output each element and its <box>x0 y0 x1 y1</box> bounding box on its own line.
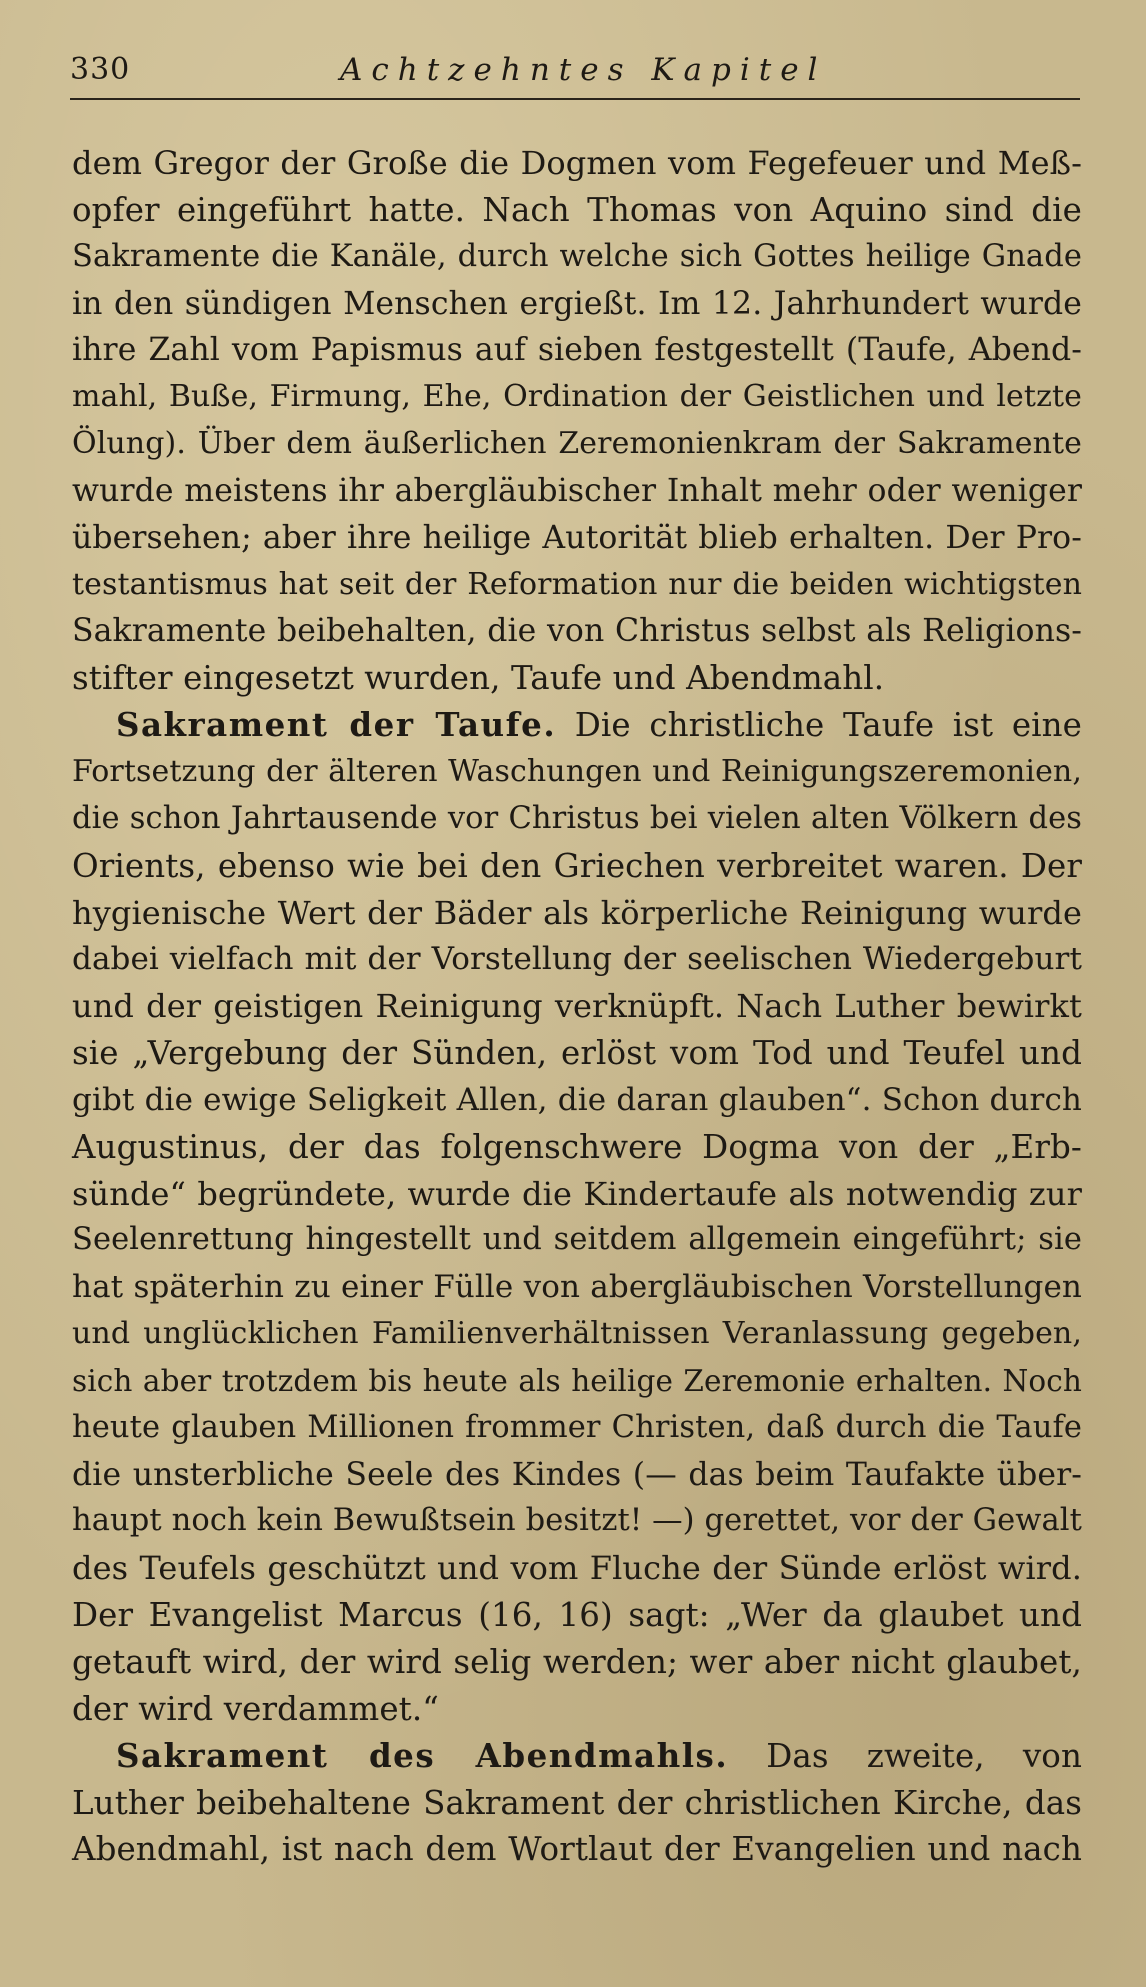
text-line: in den sündigen Menschen ergießt. Im 12. Jahrhundert wurde <box>72 285 1082 322</box>
section-heading-abendmahl: Sakrament des Abendmahls. <box>116 1735 729 1775</box>
section-heading-taufe: Sakrament der Taufe. <box>116 705 557 745</box>
page-number: 330 <box>70 52 131 87</box>
text-line: heute glauben Millionen frommer Christen, daß durch die Taufe <box>72 1409 1082 1445</box>
text-line: hygienische Wert der Bäder als körperliche Reinigung wurde <box>72 893 1082 932</box>
text-line: hat späterhin zu einer Fülle von abergläubischen Vorstellungen <box>72 1269 1082 1306</box>
text-line: stifter eingesetzt wurden, Taufe und Abendmahl. <box>72 659 885 698</box>
text-line: sünde“ begründete, wurde die Kindertaufe als notwendig zur <box>72 1174 1082 1213</box>
text-line: wurde meistens ihr abergläubischer Inhalt mehr oder weniger <box>72 472 1082 509</box>
text-line: Sakramente die Kanäle, durch welche sich Gottes heilige Gnade <box>72 238 1082 274</box>
text-line: und der geistigen Reinigung verknüpft. Nach Luther bewirkt <box>72 987 1082 1026</box>
section-first-line <box>72 1733 1082 1780</box>
text-line: Ölung). Über dem äußerlichen Zeremonienkram der Sakramente <box>72 426 1082 462</box>
text-line: übersehen; aber ihre heilige Autorität blieb erhalten. Der Pro- <box>72 519 1082 556</box>
text-line: und unglücklichen Familienverhältnissen Veranlassung gegeben, <box>72 1316 1082 1352</box>
text-line: des Teufels geschützt und vom Fluche der Sünde erlöst wird. <box>72 1549 1082 1588</box>
text-line: ihre Zahl vom Papismus auf sieben festgestellt (Taufe, Abend- <box>72 332 1082 369</box>
section-first-line-text: Die christliche Taufe ist eine <box>556 706 1083 745</box>
text-line: Luther beibehaltene Sakrament der christlichen Kirche, das <box>72 1783 1082 1822</box>
chapter-title: Achtzehntes Kapitel <box>340 52 827 88</box>
text-line: mahl, Buße, Firmung, Ehe, Ordination der Geistlichen und letzte <box>72 379 1082 415</box>
text-line: dem Gregor der Große die Dogmen vom Fegefeuer und Meß- <box>72 144 1082 182</box>
text-line: Orients, ebenso wie bei den Griechen verbreitet waren. Der <box>72 846 1082 885</box>
text-line: sich aber trotzdem bis heute als heilige Zeremonie erhalten. Noch <box>72 1363 1082 1398</box>
text-line: der wird verdammet.“ <box>72 1689 439 1728</box>
text-line: die unsterbliche Seele des Kindes (— das beim Taufakte über- <box>72 1456 1082 1493</box>
section-first-line <box>72 702 1082 749</box>
body-text <box>72 140 1082 1873</box>
text-line: getauft wird, der wird selig werden; wer aber nicht glaubet, <box>72 1643 1082 1681</box>
text-line: testantismus hat seit der Reformation nur die beiden wichtigsten <box>72 566 1082 602</box>
text-line: dabei vielfach mit der Vorstellung der seelischen Wiedergeburt <box>72 941 1082 978</box>
text-line: Abendmahl, ist nach dem Wortlaut der Evangelien und nach <box>72 1830 1082 1869</box>
text-line: opfer eingeführt hatte. Nach Thomas von Aquino sind die <box>72 190 1082 229</box>
text-line: Seelenrettung hingestellt und seitdem allgemein eingeführt; sie <box>72 1222 1082 1258</box>
text-line: gibt die ewige Seligkeit Allen, die daran glauben“. Schon durch <box>72 1081 1082 1118</box>
text-line: Fortsetzung der älteren Waschungen und Reinigungszeremonien, <box>72 753 1082 789</box>
text-line: sie „Vergebung der Sünden, erlöst vom Tod und Teufel und <box>72 1034 1082 1073</box>
text-line: haupt noch kein Bewußtsein besitzt! —) gerettet, vor der Gewalt <box>72 1503 1082 1539</box>
text-line: Der Evangelist Marcus (16, 16) sagt: „Wer da glaubet und <box>72 1596 1082 1635</box>
text-line: Sakramente beibehalten, die von Christus selbst als Religions- <box>72 613 1082 650</box>
text-line: Augustinus, der das folgenschwere Dogma von der „Erb- <box>72 1127 1082 1166</box>
text-line: die schon Jahrtausende vor Christus bei vielen alten Völkern des <box>72 800 1082 836</box>
section-first-line-text: Das zweite, von <box>728 1736 1082 1775</box>
running-head <box>70 50 1080 100</box>
